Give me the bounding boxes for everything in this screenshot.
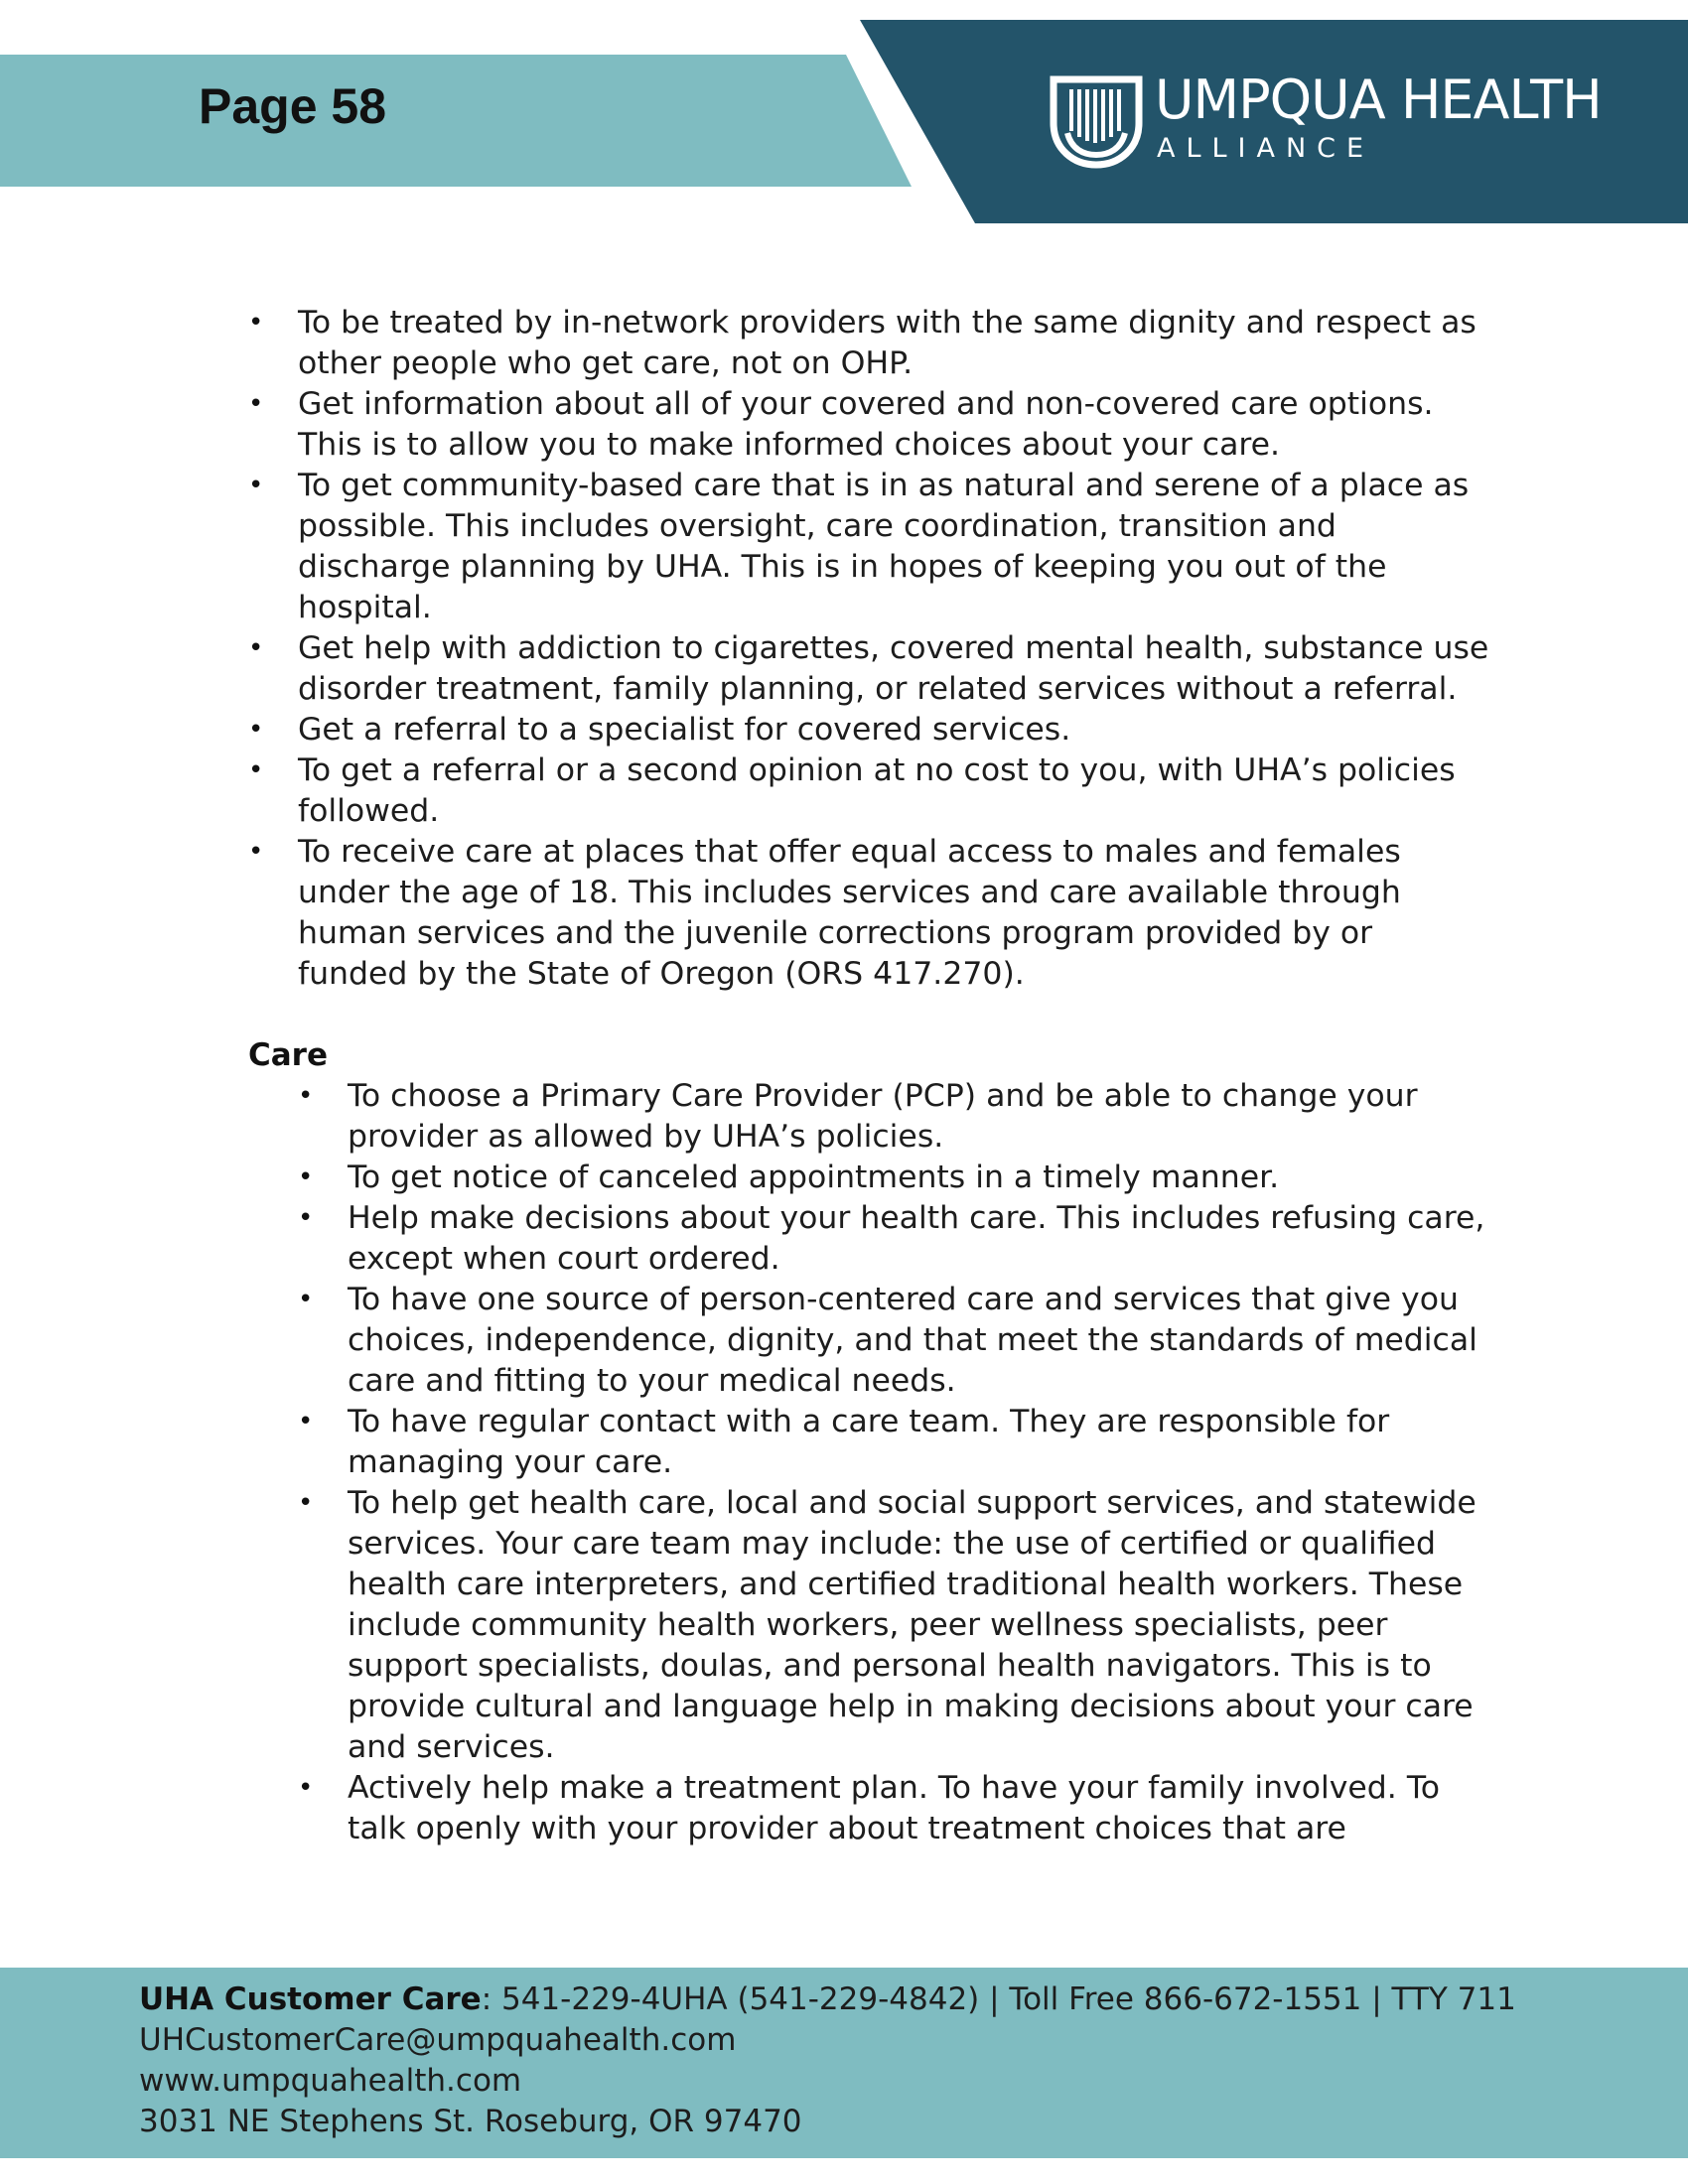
page-footer xyxy=(0,1968,1688,2158)
footer-contact-block xyxy=(139,1979,1516,2142)
list-item: • To get community-based care that is in as natural and serene of a place as possible. This includes oversight, care coordination, transition and discharge planning by UHA. This is in hopes of keeping you out of the hospital. xyxy=(248,466,1489,628)
customer-care-label: UHA Customer Care xyxy=(139,1981,482,2017)
footer-phone-line xyxy=(139,1979,1516,2020)
list-item: • Actively help make a treatment plan. To have your family involved. To talk openly with your provider about treatment choices that are xyxy=(298,1768,1489,1849)
footer-address: 3031 NE Stephens St. Roseburg, OR 97470 xyxy=(139,2104,802,2139)
list-item: • Get help with addiction to cigarettes, covered mental health, substance use disorder treatment, family planning, or related services without a referral. xyxy=(248,628,1489,710)
rights-list xyxy=(248,303,1489,995)
list-item: • Get a referral to a specialist for covered services. xyxy=(248,710,1489,751)
care-list xyxy=(298,1076,1489,1849)
logo-subtitle: ALLIANCE xyxy=(1157,133,1375,164)
logo-wordmark: UMPQUA HEALTH xyxy=(1155,68,1602,131)
header-light-band xyxy=(0,55,912,187)
list-item: • To get notice of canceled appointments in a timely manner. xyxy=(298,1158,1489,1198)
list-item: • To be treated by in-network providers with the same dignity and respect as other people who get care, not on OHP. xyxy=(248,303,1489,384)
page-header xyxy=(0,0,1688,228)
phone-numbers: : 541-229-4UHA (541-229-4842) | Toll Free 866-672-1551 | TTY 711 xyxy=(481,1981,1516,2017)
footer-website[interactable]: www.umpquahealth.com xyxy=(139,2063,522,2099)
footer-email[interactable]: UHCustomerCare@umpquahealth.com xyxy=(139,2022,737,2058)
logo-shield-icon xyxy=(1048,71,1145,169)
umpqua-health-logo xyxy=(1048,68,1643,171)
list-item: • To choose a Primary Care Provider (PCP) and be able to change your provider as allowed by UHA’s policies. xyxy=(298,1076,1489,1158)
list-item: • To get a referral or a second opinion at no cost to you, with UHA’s policies followed. xyxy=(248,751,1489,832)
list-item: • Get information about all of your covered and non-covered care options. This is to allow you to make informed choices about your care. xyxy=(248,384,1489,466)
list-item: • To help get health care, local and social support services, and statewide services. Your care team may include: the use of certified or qualified health care interpreters, and certified traditional health workers. These include community health workers, peer wellness specialists, peer support specialists, doulas, and personal health navigators. This is to provide cultural and language help in making decisions about your care and services. xyxy=(298,1483,1489,1768)
list-item: • To have one source of person-centered care and services that give you choices, independence, dignity, and that meet the standards of medical care and fitting to your medical needs. xyxy=(298,1280,1489,1402)
page-number-title: Page 58 xyxy=(199,78,387,134)
list-item: • To have regular contact with a care team. They are responsible for managing your care. xyxy=(298,1402,1489,1483)
care-section-heading: Care xyxy=(248,1037,328,1073)
rights-content xyxy=(248,303,1489,1849)
list-item: • Help make decisions about your health care. This includes refusing care, except when court ordered. xyxy=(298,1198,1489,1280)
list-item: • To receive care at places that offer equal access to males and females under the age of 18. This includes services and care available through human services and the juvenile corrections program provided by or funded by the State of Oregon (ORS 417.270). xyxy=(248,832,1489,995)
